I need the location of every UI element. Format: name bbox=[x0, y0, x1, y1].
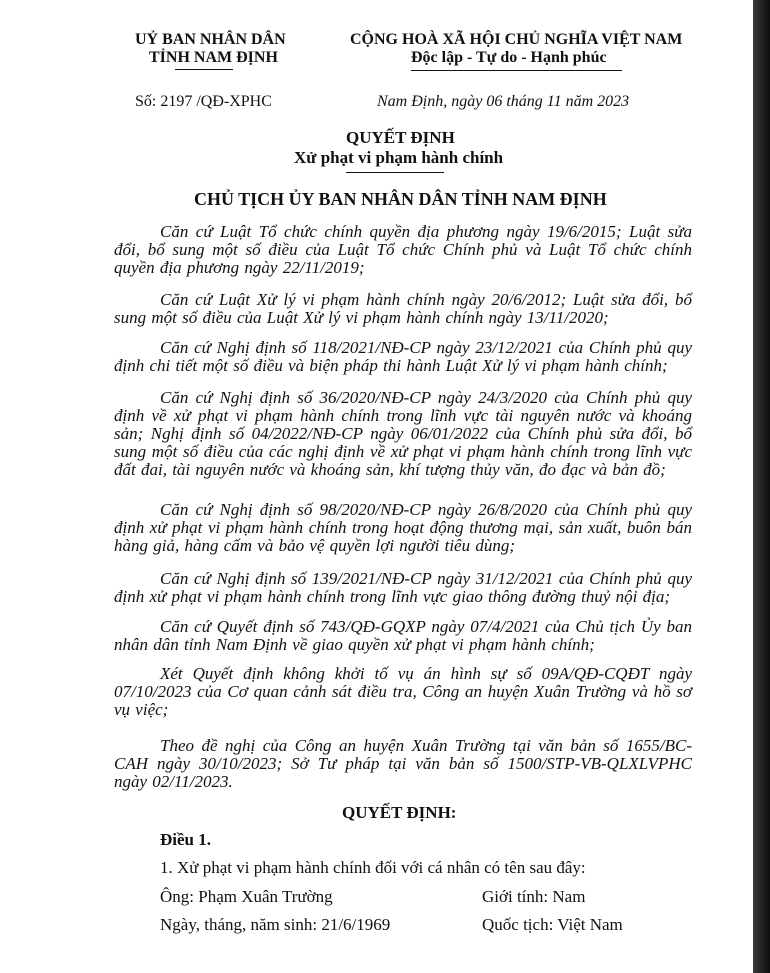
page-shadow-edge bbox=[753, 0, 770, 973]
preamble-paragraph: Căn cứ Nghị định số 36/2020/NĐ-CP ngày 24/3/2020 của Chính phủ quy định về xử phạt vi phạm hành chính trong lĩnh vực tài nguyên nước và khoáng sản; Nghị định số 04/2022/NĐ-CP ngày 06/01/2022 của Chính phủ sửa đổi, bổ sung một số điều của các nghị định về xử phạt vi phạm hành chính trong lĩnh vực đất đai, tài nguyên nước và khoáng sản, khí tượng thủy văn, đo đạc và bản đồ; bbox=[114, 388, 692, 479]
person-dob: Ngày, tháng, năm sinh: 21/6/1969 bbox=[160, 915, 391, 934]
person-name: Ông: Phạm Xuân Trường bbox=[160, 887, 333, 906]
clause-text: 1. Xử phạt vi phạm hành chính đối với cá nhân có tên sau đây: bbox=[160, 858, 586, 877]
document-number: Số: 2197 /QĐ-XPHC bbox=[135, 93, 272, 110]
document-title: QUYẾT ĐỊNH bbox=[346, 128, 455, 147]
preamble-paragraph: Căn cứ Quyết định số 743/QĐ-GQXP ngày 07/4/2021 của Chủ tịch Ủy ban nhân dân tỉnh Nam Định về giao quyền xử phạt vi phạm hành chính; bbox=[114, 617, 692, 654]
motto-underline bbox=[411, 70, 622, 71]
preamble-paragraph: Căn cứ Nghị định số 98/2020/NĐ-CP ngày 26/8/2020 của Chính phủ quy định xử phạt vi phạm hành chính trong hoạt động thương mại, sản xuất, buôn bán hàng giả, hàng cấm và bảo vệ quyền lợi người tiêu dùng; bbox=[114, 500, 692, 555]
document-subtitle: Xử phạt vi phạm hành chính bbox=[294, 148, 504, 167]
preamble-paragraph: Căn cứ Nghị định số 118/2021/NĐ-CP ngày 23/12/2021 của Chính phủ quy định chi tiết một số điều và biện pháp thi hành Luật Xử lý vi phạm hành chính; bbox=[114, 338, 692, 375]
issuer-heading: CHỦ TỊCH ỦY BAN NHÂN DÂN TỈNH NAM ĐỊNH bbox=[194, 189, 607, 209]
agency-name-line1: UỶ BAN NHÂN DÂN bbox=[135, 31, 286, 48]
preamble-paragraph: Xét Quyết định không khởi tố vụ án hình sự số 09A/QĐ-CQĐT ngày 07/10/2023 của Cơ quan cảnh sát điều tra, Công an huyện Xuân Trường và hồ sơ vụ việc; bbox=[114, 664, 692, 719]
person-nationality: Quốc tịch: Việt Nam bbox=[482, 915, 623, 934]
agency-name-line2: TỈNH NAM ĐỊNH bbox=[149, 49, 278, 66]
national-title: CỘNG HOÀ XÃ HỘI CHỦ NGHĨA VIỆT NAM bbox=[350, 31, 683, 48]
preamble-paragraph: Theo đề nghị của Công an huyện Xuân Trường tại văn bản số 1655/BC-CAH ngày 30/10/2023; Sở Tư pháp tại văn bản số 1500/STP-VB-QLXLVPHC ngày 02/11/2023. bbox=[114, 736, 692, 791]
preamble-paragraph: Căn cứ Nghị định số 139/2021/NĐ-CP ngày 31/12/2021 của Chính phủ quy định xử phạt vi phạm hành chính trong lĩnh vực giao thông đường thuỷ nội địa; bbox=[114, 569, 692, 606]
agency-underline bbox=[175, 69, 233, 70]
preamble-paragraph: Căn cứ Luật Xử lý vi phạm hành chính ngày 20/6/2012; Luật sửa đổi, bổ sung một số điều của Luật Xử lý vi phạm hành chính ngày 13/11/2020; bbox=[114, 290, 692, 327]
subtitle-underline bbox=[346, 172, 444, 173]
person-gender: Giới tính: Nam bbox=[482, 887, 586, 906]
preamble-paragraph: Căn cứ Luật Tổ chức chính quyền địa phương ngày 19/6/2015; Luật sửa đổi, bổ sung một số điều của Luật Tổ chức Chính phủ và Luật Tổ chức chính quyền địa phương ngày 22/11/2019; bbox=[114, 222, 692, 277]
article-heading: Điều 1. bbox=[160, 830, 211, 849]
decision-heading: QUYẾT ĐỊNH: bbox=[342, 803, 457, 822]
national-motto: Độc lập - Tự do - Hạnh phúc bbox=[411, 49, 607, 66]
place-and-date: Nam Định, ngày 06 tháng 11 năm 2023 bbox=[377, 93, 630, 110]
